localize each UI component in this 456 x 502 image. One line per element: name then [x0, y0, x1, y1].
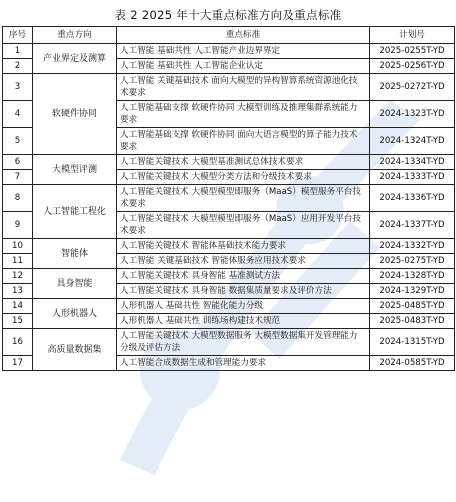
direction-cell: 高质量数据集	[33, 329, 117, 371]
standard-name: 人工智能关键技术 大模型数据服务 大模型数据集开发管理能力分级及评估方法	[117, 329, 370, 356]
table-row	[3, 185, 455, 212]
plan-code: 2025-0256T-YD	[370, 59, 455, 74]
table-row	[3, 299, 455, 314]
row-number: 16	[3, 329, 33, 356]
row-number: 7	[3, 170, 33, 185]
table-row	[3, 269, 455, 284]
plan-code: 2024-1323T-YD	[370, 101, 455, 128]
row-number: 1	[3, 44, 33, 59]
standard-name: 人工智能关键技术 大模型模型即服务（MaaS）模型服务平台技术要求	[117, 185, 370, 212]
standard-name: 人工智能基础支撑 软硬件协同 面向大语言模型的算子能力技术要求	[117, 128, 370, 155]
standard-name: 人工智能 基础共性 人工智能企业认定	[117, 59, 370, 74]
standard-name: 人工智能关键技术 具身智能 数据集质量要求及评价方法	[117, 284, 370, 299]
table-row	[3, 239, 455, 254]
standard-name: 人工智能关键技术 大模型分类方法和分级技术要求	[117, 170, 370, 185]
plan-code: 2025-0255T-YD	[370, 44, 455, 59]
plan-code: 2024-1332T-YD	[370, 239, 455, 254]
standard-name: 人工智能关键技术 智能体基础技术能力要求	[117, 239, 370, 254]
header-direction: 重点方向	[33, 27, 117, 44]
standard-name: 人工智能 关键基础技术 面向大模型的异构智算系统资源池化技术要求	[117, 74, 370, 101]
row-number: 11	[3, 254, 33, 269]
direction-cell: 具身智能	[33, 269, 117, 299]
plan-code: 2024-1329T-YD	[370, 284, 455, 299]
row-number: 8	[3, 185, 33, 212]
table-row	[3, 155, 455, 170]
table-row	[3, 44, 455, 59]
plan-code: 2024-1324T-YD	[370, 128, 455, 155]
plan-code: 2024-0585T-YD	[370, 356, 455, 371]
plan-code: 2024-1333T-YD	[370, 170, 455, 185]
standard-name: 人工智能关键技术 大模型模型即服务（MaaS）应用开发平台技术要求	[117, 212, 370, 239]
table-title: 表 2 2025 年十大重点标准方向及重点标准	[114, 8, 342, 22]
plan-code: 2025-0483T-YD	[370, 314, 455, 329]
row-number: 13	[3, 284, 33, 299]
standard-name: 人工智能基础支撑 软硬件协同 大模型训练及推理集群系统能力要求	[117, 101, 370, 128]
header-plan-code: 计划号	[370, 27, 455, 44]
standard-name: 人形机器人 基础共性 训练场构建技术规范	[117, 314, 370, 329]
row-number: 2	[3, 59, 33, 74]
header-standard: 重点标准	[117, 27, 370, 44]
table-row	[3, 74, 455, 101]
plan-code: 2024-1336T-YD	[370, 185, 455, 212]
plan-code: 2025-0272T-YD	[370, 74, 455, 101]
standard-name: 人工智能 基础共性 人工智能产业边界界定	[117, 44, 370, 59]
header-no: 序号	[3, 27, 33, 44]
plan-code: 2025-0485T-YD	[370, 299, 455, 314]
direction-cell: 智能体	[33, 239, 117, 269]
standard-name: 人工智能关键技术 具身智能 基准测试方法	[117, 269, 370, 284]
row-number: 5	[3, 128, 33, 155]
plan-code: 2024-1328T-YD	[370, 269, 455, 284]
plan-code: 2024-1315T-YD	[370, 329, 455, 356]
standard-name: 人工智能关键技术 大模型基准测试总体技术要求	[117, 155, 370, 170]
plan-code: 2025-0275T-YD	[370, 254, 455, 269]
row-number: 6	[3, 155, 33, 170]
plan-code: 2024-1334T-YD	[370, 155, 455, 170]
row-number: 4	[3, 101, 33, 128]
row-number: 15	[3, 314, 33, 329]
row-number: 9	[3, 212, 33, 239]
standard-name: 人工智能合成数据生成和管理能力要求	[117, 356, 370, 371]
row-number: 12	[3, 269, 33, 284]
standards-table	[2, 26, 455, 371]
standard-name: 人工智能 关键基础技术 智能体服务应用技术要求	[117, 254, 370, 269]
direction-cell: 人工智能工程化	[33, 185, 117, 239]
direction-cell: 大模型评测	[33, 155, 117, 185]
direction-cell: 产业界定及测算	[33, 44, 117, 74]
plan-code: 2024-1337T-YD	[370, 212, 455, 239]
direction-cell: 软硬件协同	[33, 74, 117, 155]
direction-cell: 人形机器人	[33, 299, 117, 329]
standard-name: 人形机器人 基础共性 智能化能力分级	[117, 299, 370, 314]
table-header-row	[3, 27, 455, 44]
row-number: 3	[3, 74, 33, 101]
row-number: 10	[3, 239, 33, 254]
row-number: 17	[3, 356, 33, 371]
table-row	[3, 329, 455, 356]
row-number: 14	[3, 299, 33, 314]
